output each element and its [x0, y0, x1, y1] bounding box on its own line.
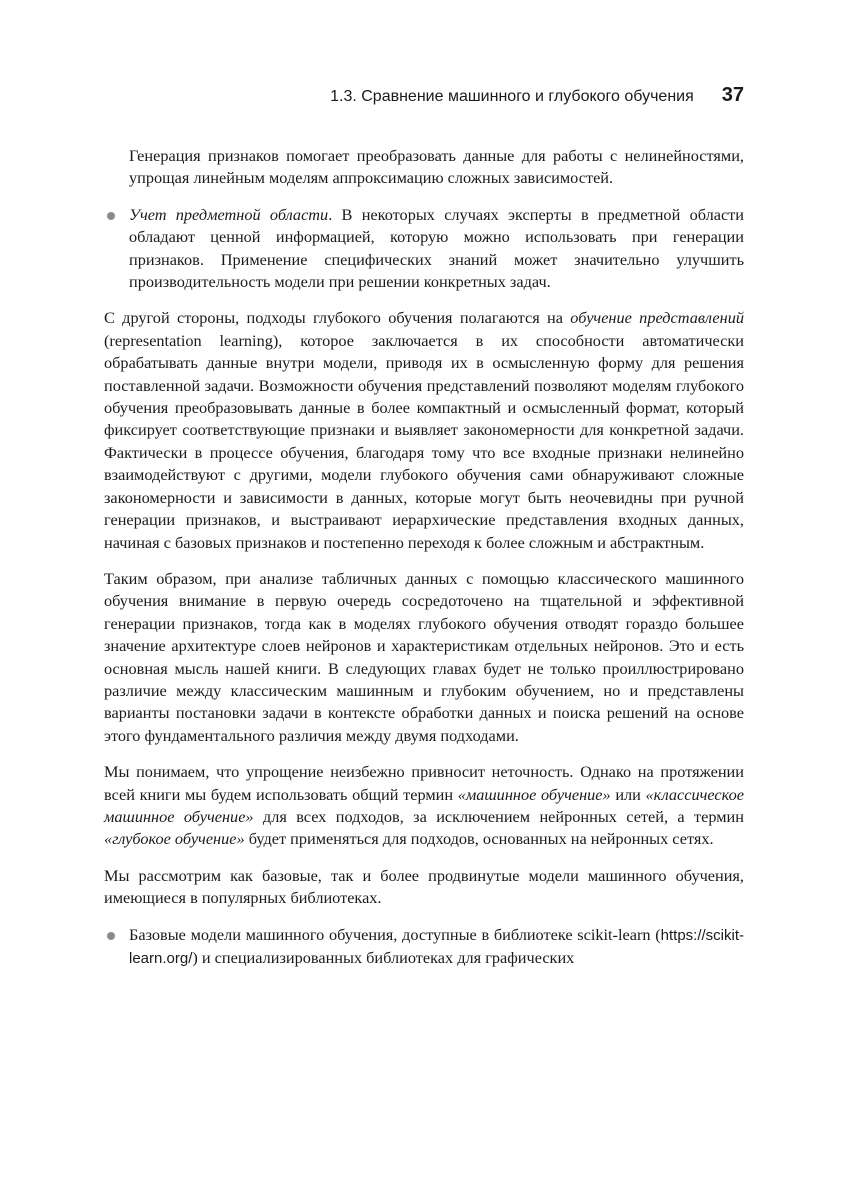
paragraph-terminology — [104, 761, 744, 851]
paragraph-models: Мы рассмотрим как базовые, так и более продвинутые модели машинного обучения, имеющиеся в популярных библиотеках. — [104, 865, 744, 908]
text-span: С другой стороны, подходы глубокого обучения полагаются на — [104, 308, 571, 328]
bullet-marker-icon — [107, 212, 115, 220]
text-span: для всех подходов, за исключением нейронных сетей, а термин — [253, 806, 744, 826]
paragraph-representation-learning — [104, 307, 744, 553]
page-number: 37 — [721, 84, 744, 106]
continued-paragraph: Генерация признаков помогает преобразовать данные для работы с нелинейностями, упрощая линейным моделям аппроксимацию сложных зависимостей. — [129, 146, 744, 188]
text-span: будет применяться для подходов, основанных на нейронных сетях. — [244, 829, 714, 849]
running-header — [104, 84, 744, 107]
text-span: Базовые модели машинного обучения, доступные в библиотеке scikit-learn ( — [129, 924, 661, 944]
bullet-basic-models — [104, 924, 744, 971]
text-span: или — [610, 784, 646, 804]
section-title: 1.3. Сравнение машинного и глубокого обучения — [330, 88, 694, 105]
bullet-text: . В некоторых случаях эксперты в предметной области обладают ценной информацией, которую можно использовать при генерации признаков. Применение специфических знаний может значительно улучшить производительность модели при решении конкретных задач. — [129, 204, 744, 292]
text-span: (representation learning), которое заключается в их способности автоматически обрабатывать данные внутри модели, приводя их в осмысленную форму для решения поставленной задачи. Возможности обучения представлений позволяют моделям глубокого обучения преобразовывать данные в более компактный и осмысленный формат, который фиксирует соответствующие признаки и выявляет закономерности для конкретной задачи. Фактически в процессе обучения, благодаря тому что все входные признаки нелинейно взаимодействуют с другими, модели глубокого обучения сами обнаруживают сложные закономерности и зависимости в данных, которые могут быть неочевидны при ручной генерации признаков, и выстраивают иерархические представления входных данных, начиная с базовых признаков и постепенно переходя к более сложным и абстрактным. — [104, 330, 744, 552]
bullet-term: Учет предметной области — [129, 204, 329, 224]
term-dl: «глубокое обучение» — [104, 829, 245, 849]
term-ml: «машинное обучение» — [457, 784, 611, 804]
scikit-learn-link[interactable]: https://scikit-learn.org/ — [129, 926, 744, 967]
bullet-domain-knowledge — [104, 204, 744, 294]
paragraph-tabular-data: Таким образом, при анализе табличных данных с помощью классического машинного обучения внимание в первую очередь сосредоточено на тщательной и эффективной генерации признаков, тогда как в моделях глубокого обучения отводят гораздо большее значение архитектуре слоев нейронов и характеристикам отдельных нейронов. Это и есть основная мысль нашей книги. В следующих главах будет не только проиллюстрировано различие между классическим машинным и глубоким обучением, но и представлены варианты постановки задачи в контексте обработки данных и поиска решений на основе этого фундаментального различия между двумя подходами. — [104, 568, 744, 745]
term-classic-ml: «классическое машинное обучение» — [104, 784, 744, 826]
page-body — [104, 145, 744, 970]
bullet-marker-icon — [107, 932, 115, 940]
text-span: Мы понимаем, что упрощение неизбежно привносит неточность. Однако на протяжении всей книги мы будем использовать общий термин — [104, 762, 744, 804]
text-span: ) и специализированных библиотеках для графических — [192, 948, 575, 967]
term-representation: обучение представлений — [570, 308, 744, 328]
